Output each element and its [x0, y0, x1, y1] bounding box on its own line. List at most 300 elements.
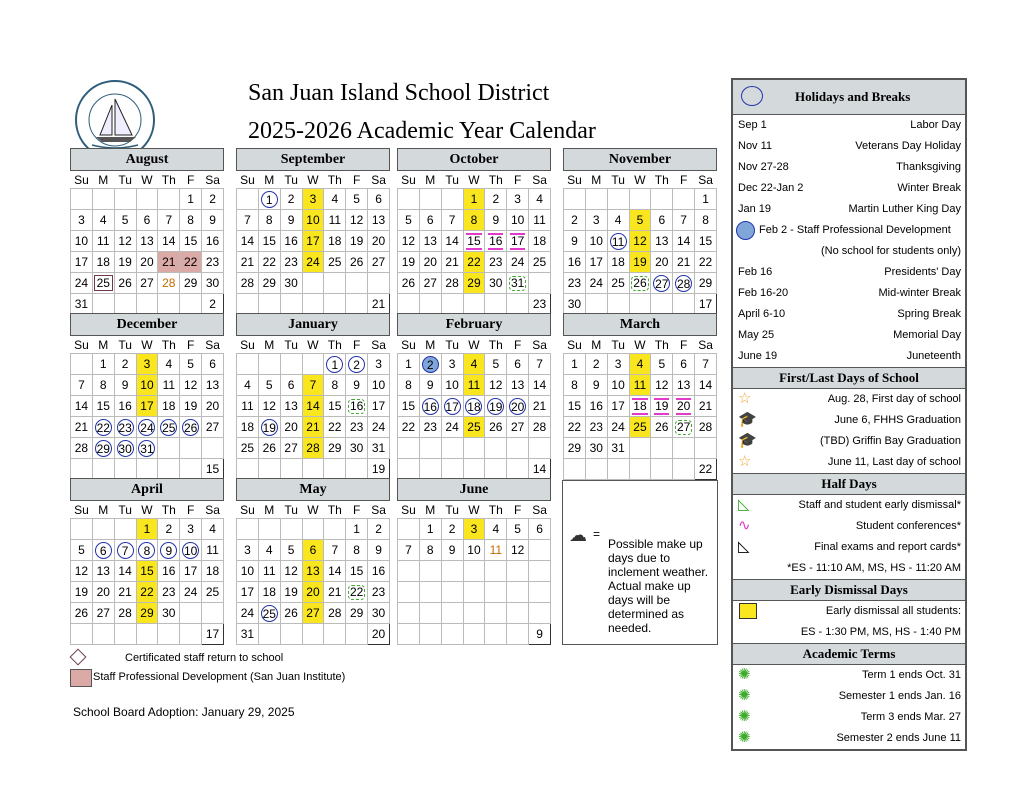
day-cell	[324, 438, 346, 459]
empty-cell	[258, 354, 280, 375]
day-number: 6	[680, 357, 687, 371]
day-cell	[302, 417, 324, 438]
empty-cell	[564, 189, 586, 210]
day-number: 30	[205, 276, 220, 290]
day-cell	[651, 375, 673, 396]
day-number: 8	[470, 213, 478, 227]
day-number: 9	[592, 378, 600, 392]
day-number: 27	[676, 419, 691, 434]
empty-cell	[302, 459, 324, 480]
day-number: 27	[510, 420, 525, 434]
day-cell	[673, 417, 695, 438]
day-cell	[368, 252, 390, 273]
weekday-label: Su	[74, 172, 89, 187]
day-cell	[607, 375, 629, 396]
day-cell	[202, 231, 224, 252]
day-cell	[485, 252, 507, 273]
green-badge-icon-2: ✺	[738, 687, 751, 704]
empty-cell	[607, 189, 629, 210]
weekday-label: Tu	[118, 337, 132, 352]
day-cell	[507, 354, 529, 375]
day-number: 20	[676, 398, 691, 413]
day-number: 21	[74, 420, 89, 434]
empty-cell	[398, 519, 420, 540]
day-cell	[280, 375, 302, 396]
day-number: 2	[492, 192, 500, 206]
day-number: 22	[467, 255, 481, 269]
day-cell	[441, 273, 463, 294]
day-cell	[324, 396, 346, 417]
day-number: 27	[284, 441, 298, 455]
day-number: 6	[95, 542, 112, 559]
day-cell	[180, 252, 202, 273]
month-title: March	[563, 313, 717, 336]
day-number: 13	[655, 234, 669, 248]
day-number: 26	[74, 606, 89, 620]
day-cell	[368, 519, 390, 540]
empty-cell	[463, 294, 485, 315]
day-cell	[651, 210, 673, 231]
day-cell	[507, 231, 529, 252]
day-cell	[346, 582, 368, 603]
day-number: 12	[401, 234, 416, 248]
holiday-date: April 6-10	[738, 308, 786, 320]
day-number: 28	[532, 420, 547, 434]
day-cell	[485, 519, 507, 540]
day-number: 23	[567, 276, 582, 290]
day-cell	[237, 540, 259, 561]
day-cell	[202, 354, 224, 375]
certificated-note: Certificated staff return to school	[125, 652, 284, 664]
day-cell	[280, 603, 302, 624]
holidays2-row	[733, 346, 965, 367]
day-number: 15	[467, 233, 481, 248]
day-number: 9	[426, 378, 434, 392]
day-number: 26	[349, 255, 364, 269]
day-cell	[368, 438, 390, 459]
day-number: 25	[633, 420, 647, 434]
empty-cell	[585, 189, 607, 210]
pd-note: Staff Professional Development (San Juan Institute)	[93, 671, 346, 683]
day-number: 15	[698, 234, 713, 248]
day-cell	[136, 582, 158, 603]
holiday-circle-icon	[741, 86, 763, 106]
day-number: 23	[423, 420, 437, 434]
weekday-label: Sa	[532, 172, 547, 187]
weekday-label: Su	[74, 502, 89, 517]
day-number: 22	[698, 255, 713, 269]
empty-cell	[302, 624, 324, 645]
empty-cell	[71, 459, 93, 480]
day-cell	[695, 210, 717, 231]
weekday-label: Sa	[205, 502, 220, 517]
day-number: 3	[514, 192, 521, 206]
day-number: 24	[306, 255, 320, 269]
empty-cell	[398, 438, 420, 459]
day-cell	[441, 231, 463, 252]
day-cell	[237, 396, 259, 417]
day-cell	[368, 354, 390, 375]
pink-wave-icon: ∿	[738, 517, 751, 534]
weekday-label: Sa	[698, 172, 713, 187]
day-cell	[607, 438, 629, 459]
day-number: 13	[371, 213, 386, 227]
day-number: 15	[140, 564, 154, 578]
day-cell	[463, 189, 485, 210]
school-day-count: 2	[202, 294, 224, 315]
weekday-label: F	[186, 337, 195, 352]
day-number: 13	[205, 378, 220, 392]
day-number: 3	[187, 522, 194, 536]
day-cell	[419, 417, 441, 438]
empty-cell	[507, 294, 529, 315]
day-number: 3	[143, 357, 151, 371]
day-number: 21	[240, 255, 255, 269]
empty-cell	[114, 624, 136, 645]
day-number: 19	[655, 398, 669, 413]
empty-cell	[202, 603, 224, 624]
day-number: 17	[371, 399, 386, 413]
day-number: 27	[306, 606, 320, 620]
day-cell	[258, 231, 280, 252]
day-number: 28	[74, 441, 89, 455]
day-number: 11	[610, 233, 627, 250]
day-number: 16	[349, 398, 364, 413]
day-cell	[114, 540, 136, 561]
day-number: 27	[371, 255, 386, 269]
day-number: 1	[143, 522, 151, 536]
day-cell	[237, 273, 259, 294]
day-cell	[114, 417, 136, 438]
empty-cell	[346, 294, 368, 315]
day-number: 23	[589, 420, 603, 434]
weekday-label: Su	[240, 337, 255, 352]
day-number: 18	[328, 234, 342, 248]
day-number: 23	[349, 420, 364, 434]
day-number: 29	[328, 441, 342, 455]
day-cell	[92, 540, 114, 561]
firstlast-1: Aug. 28, First day of school	[827, 393, 961, 405]
day-number: 12	[510, 543, 525, 557]
day-cell	[280, 189, 302, 210]
weekday-label: Su	[401, 502, 416, 517]
day-number: 22	[262, 255, 276, 269]
day-cell	[346, 561, 368, 582]
early-1: Early dismissal all students:	[825, 605, 961, 617]
day-number: 11	[328, 213, 342, 227]
empty-cell	[529, 561, 551, 582]
day-cell	[529, 375, 551, 396]
day-cell	[695, 354, 717, 375]
firstlast-3: (TBD) Griffin Bay Graduation	[819, 435, 961, 447]
day-cell	[441, 540, 463, 561]
day-cell	[398, 396, 420, 417]
day-cell	[463, 252, 485, 273]
day-cell	[368, 231, 390, 252]
empty-cell	[629, 438, 651, 459]
day-number: 2	[422, 356, 439, 373]
holiday-date: Feb 16	[738, 266, 773, 278]
day-number: 7	[536, 357, 543, 371]
day-cell	[180, 231, 202, 252]
holidays-row	[733, 199, 965, 220]
day-cell	[485, 375, 507, 396]
day-number: 10	[589, 234, 603, 248]
day-number: 25	[162, 420, 176, 435]
day-number: 1	[261, 191, 278, 208]
day-number: 29	[96, 441, 110, 456]
day-cell	[651, 252, 673, 273]
day-cell	[507, 210, 529, 231]
day-number: 2	[165, 522, 173, 536]
weekday-label: M	[264, 502, 275, 517]
month-january	[236, 313, 390, 480]
day-number: 7	[165, 213, 173, 227]
day-number: 24	[140, 420, 154, 435]
month-march	[563, 313, 717, 480]
day-cell	[419, 354, 441, 375]
day-number: 24	[371, 420, 386, 434]
term-1: Term 1 ends Oct. 31	[861, 669, 961, 681]
day-cell	[346, 396, 368, 417]
day-number: 1	[187, 192, 194, 206]
day-cell	[136, 252, 158, 273]
weekday-label: W	[468, 172, 480, 187]
day-number: 6	[143, 213, 151, 227]
empty-cell	[651, 459, 673, 480]
day-cell	[695, 396, 717, 417]
empty-cell	[419, 459, 441, 480]
day-cell	[463, 375, 485, 396]
pd-row-2	[733, 241, 965, 262]
day-number: 4	[492, 522, 500, 536]
day-cell	[71, 231, 93, 252]
school-day-count: 22	[695, 459, 717, 480]
day-cell	[202, 561, 224, 582]
day-number: 31	[240, 627, 255, 641]
day-number: 27	[96, 606, 110, 620]
day-number: 26	[633, 275, 647, 290]
day-cell	[92, 582, 114, 603]
day-number: 8	[426, 543, 434, 557]
day-cell	[258, 561, 280, 582]
day-cell	[529, 189, 551, 210]
day-number: 5	[405, 213, 412, 227]
empty-cell	[695, 438, 717, 459]
day-cell	[485, 189, 507, 210]
day-number: 26	[655, 420, 669, 434]
pd-line1: Feb 2 - Staff Professional Development	[759, 224, 951, 236]
day-number: 22	[183, 255, 198, 269]
day-number: 30	[118, 441, 132, 456]
day-cell	[441, 417, 463, 438]
day-cell	[441, 396, 463, 417]
pd-line2: (No school for students only)	[820, 245, 961, 257]
day-number: 8	[187, 213, 194, 227]
empty-cell	[485, 561, 507, 582]
day-number: 17	[306, 234, 320, 248]
green-badge-icon-3: ✺	[738, 708, 751, 725]
empty-cell	[92, 459, 114, 480]
day-cell	[529, 417, 551, 438]
holidays2-row	[733, 283, 965, 304]
day-number: 15	[328, 399, 342, 413]
pd-row	[733, 220, 965, 241]
school-day-count: 19	[368, 459, 390, 480]
day-number: 9	[492, 213, 500, 227]
day-number: 19	[349, 234, 364, 248]
day-number: 28	[445, 276, 459, 290]
weekday-label: M	[591, 172, 602, 187]
day-cell	[529, 396, 551, 417]
day-cell	[564, 417, 586, 438]
day-number: 14	[532, 378, 547, 392]
empty-cell	[463, 582, 485, 603]
empty-cell	[346, 459, 368, 480]
day-number: 13	[140, 234, 154, 248]
day-cell	[607, 396, 629, 417]
empty-cell	[463, 603, 485, 624]
day-cell	[258, 438, 280, 459]
day-cell	[158, 540, 180, 561]
green-triangle-icon: ◺	[738, 496, 750, 513]
day-cell	[324, 210, 346, 231]
day-cell	[258, 210, 280, 231]
day-number: 2	[348, 356, 365, 373]
day-number: 12	[489, 378, 503, 392]
day-cell	[485, 417, 507, 438]
day-number: 14	[306, 399, 320, 413]
day-cell	[114, 252, 136, 273]
day-number: 15	[401, 399, 416, 413]
day-cell	[202, 252, 224, 273]
school-day-count: 14	[529, 459, 551, 480]
day-number: 30	[567, 297, 582, 311]
empty-cell	[651, 438, 673, 459]
day-cell	[158, 561, 180, 582]
day-number: 4	[244, 378, 251, 392]
month-title: August	[70, 148, 224, 171]
day-cell	[651, 231, 673, 252]
day-number: 8	[331, 378, 339, 392]
day-number: 8	[571, 378, 578, 392]
day-number: 10	[611, 378, 625, 392]
day-cell	[237, 210, 259, 231]
weekday-label: Th	[327, 337, 342, 352]
empty-cell	[324, 459, 346, 480]
day-number: 12	[655, 378, 669, 392]
weekday-label: Su	[401, 337, 416, 352]
day-cell	[136, 540, 158, 561]
day-number: 24	[183, 585, 198, 599]
day-number: 11	[467, 378, 481, 392]
day-number: 17	[589, 255, 603, 269]
day-cell	[564, 252, 586, 273]
day-number: 7	[78, 378, 85, 392]
day-cell	[71, 561, 93, 582]
empty-cell	[302, 354, 324, 375]
day-cell	[324, 354, 346, 375]
day-cell	[202, 540, 224, 561]
day-cell	[258, 375, 280, 396]
day-cell	[529, 231, 551, 252]
day-cell	[158, 354, 180, 375]
day-number: 10	[183, 543, 198, 558]
day-cell	[441, 252, 463, 273]
day-cell	[485, 354, 507, 375]
day-cell	[180, 189, 202, 210]
day-number: 24	[611, 420, 625, 434]
day-number: 26	[401, 276, 416, 290]
empty-cell	[585, 459, 607, 480]
day-cell	[136, 396, 158, 417]
day-cell	[398, 354, 420, 375]
empty-cell	[607, 459, 629, 480]
empty-cell	[507, 624, 529, 645]
day-cell	[419, 519, 441, 540]
day-number: 14	[74, 399, 89, 413]
weekday-label: M	[264, 337, 275, 352]
day-cell	[92, 561, 114, 582]
weekday-label: M	[98, 502, 109, 517]
day-cell	[564, 396, 586, 417]
day-cell	[629, 231, 651, 252]
empty-cell	[398, 582, 420, 603]
day-number: 4	[470, 357, 478, 371]
day-number: 7	[244, 213, 251, 227]
day-cell	[507, 273, 529, 294]
day-cell	[114, 396, 136, 417]
day-number: 8	[702, 213, 709, 227]
day-number: 30	[349, 441, 364, 455]
day-cell	[280, 438, 302, 459]
empty-cell	[324, 519, 346, 540]
empty-cell	[180, 294, 202, 315]
day-cell	[302, 189, 324, 210]
weekday-label: F	[513, 502, 522, 517]
empty-cell	[368, 273, 390, 294]
half-3: Final exams and report cards*	[814, 541, 961, 553]
day-number: 13	[423, 234, 437, 248]
day-cell	[585, 210, 607, 231]
day-number: 22	[328, 420, 342, 434]
day-number: 19	[183, 399, 198, 413]
holiday-name: Presidents' Day	[884, 266, 961, 278]
day-cell	[564, 375, 586, 396]
day-cell	[114, 375, 136, 396]
day-cell	[629, 354, 651, 375]
weekday-label: M	[425, 337, 436, 352]
day-number: 28	[676, 276, 691, 291]
day-cell	[673, 396, 695, 417]
graduation-cap-icon: 🎓	[738, 411, 757, 428]
day-number: 19	[262, 420, 276, 435]
term-3: Term 3 ends Mar. 27	[860, 711, 961, 723]
day-number: 16	[118, 399, 132, 413]
day-cell	[673, 354, 695, 375]
holiday-name: Martin Luther King Day	[848, 203, 961, 215]
day-number: 30	[489, 276, 503, 290]
day-cell	[324, 231, 346, 252]
empty-cell	[485, 438, 507, 459]
day-number: 25	[467, 420, 481, 434]
day-number: 12	[74, 564, 89, 578]
day-number: 19	[633, 255, 647, 269]
day-cell	[258, 189, 280, 210]
empty-cell	[485, 603, 507, 624]
green-badge-icon-4: ✺	[738, 729, 751, 746]
day-number: 21	[162, 255, 176, 269]
